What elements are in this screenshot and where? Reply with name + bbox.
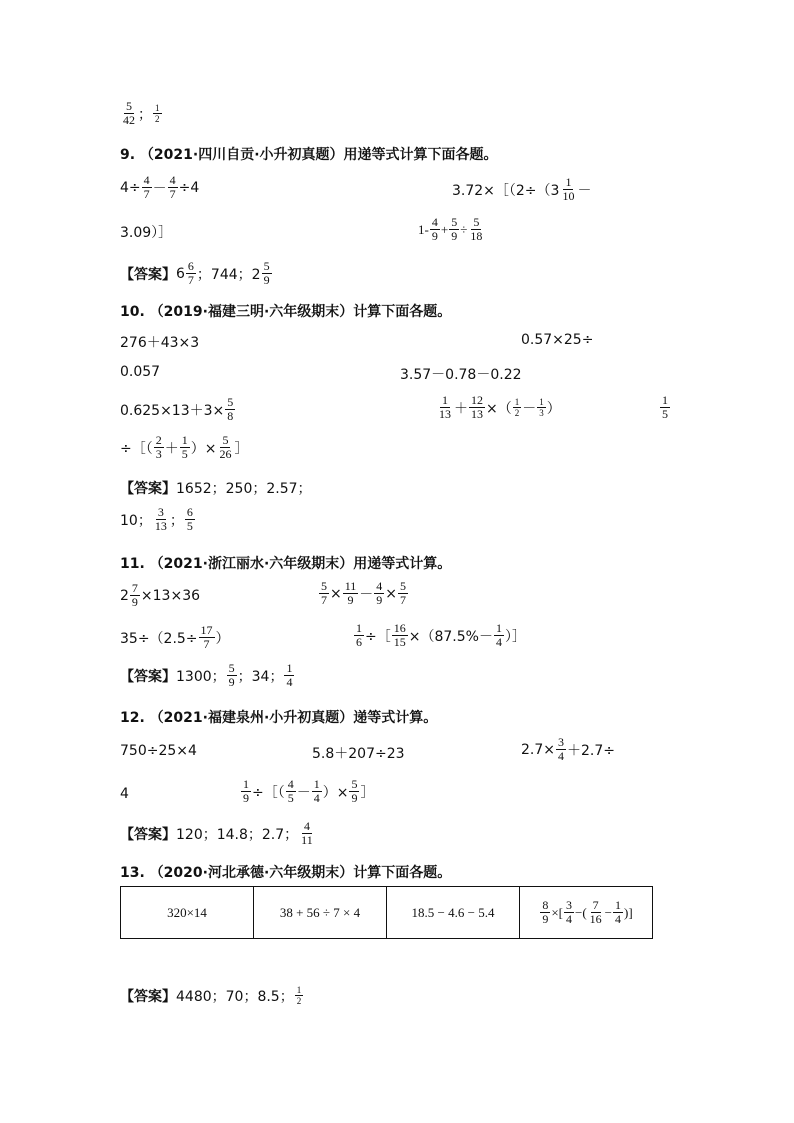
- prev-answer-line: [120, 100, 163, 127]
- q12-expression-2: 5.8＋207÷23: [312, 746, 405, 762]
- q10-expression-4: 0.625×13＋3× $\frac{5}{8}$: [120, 395, 234, 423]
- question-12-title: 12. （2021·福建泉州·小升初真题）递等式计算。: [120, 710, 438, 726]
- q13-answer: 【答案】 4480；70；8.5； $\frac{1}{2}$: [120, 985, 302, 1006]
- question-13-title: 13. （2020·河北承德·六年级期末）计算下面各题。: [120, 865, 452, 881]
- answer-label: 【答案】: [120, 266, 176, 283]
- q11-expression-1: 2 $\frac{7}{9}$ ×13×36: [120, 581, 201, 609]
- q10-expression-2-continued: 0.057: [120, 364, 161, 380]
- q13-cell-2: 38 + 56 ÷ 7 × 4: [254, 887, 387, 939]
- q13-cell-1: 320×14: [121, 887, 254, 939]
- q11-expression-2: $\frac{5}{7}$ × $\frac{11}{9}$ － $\frac{4}{9}$ × $\frac{5}{7}$: [321, 579, 407, 607]
- q11-expression-4: $\frac{1}{6}$ ÷［ $\frac{16}{15}$ ×（87.5%－ $\frac{1}{4}$ ）］: [356, 621, 526, 649]
- q12-expression-1: 750÷25×4: [120, 743, 197, 759]
- q12-expression-3: 2.7× $\frac{3}{4}$ ＋2.7÷: [521, 735, 615, 763]
- question-11-title: 11. （2021·浙江丽水·六年级期末）用递等式计算。: [120, 556, 452, 572]
- fraction: $\frac{1}{2}$: [155, 103, 160, 124]
- question-9-title: 9. （2021·四川自贡·小升初真题）用递等式计算下面各题。: [120, 147, 498, 163]
- q9-expression-2: 3.72×［（2÷（3 $\frac{1}{10}$ －: [452, 175, 592, 203]
- answer-label: 【答案】: [120, 988, 176, 1005]
- q13-cell-4: $\frac{8}{9}$ ×[ $\frac{3}{4}$ −( $\frac{7}{16}$ − $\frac{1}{4}$ )]: [520, 887, 653, 939]
- q13-cell-3: 18.5 − 4.6 − 5.4: [387, 887, 520, 939]
- q12-expression-3-continued: 4: [120, 786, 129, 802]
- q10-answer-continued: 10； $\frac{3}{13}$ ； $\frac{6}{5}$: [120, 505, 193, 533]
- q10-expression-3: 3.57－0.78－0.22: [400, 367, 522, 383]
- question-10-title: 10. （2019·福建三明·六年级期末）计算下面各题。: [120, 304, 452, 320]
- q12-expression-4: $\frac{1}{9}$ ÷［（ $\frac{4}{5}$ － $\frac{1}{4}$ ）× $\frac{5}{9}$ ］: [243, 777, 375, 805]
- q9-answer: 【答案】 6 $\frac{6}{7}$ ；744；2 $\frac{5}{9}$: [120, 259, 270, 287]
- q9-expression-1: 4÷ $\frac{4}{7}$ － $\frac{4}{7}$ ÷4: [120, 173, 200, 201]
- answer-label: 【答案】: [120, 481, 176, 497]
- answer-label: 【答案】: [120, 826, 176, 843]
- q10-expression-1: 276＋43×3: [120, 335, 200, 351]
- q9-expression-2-continued: 3.09）］: [120, 225, 173, 241]
- answer-label: 【答案】: [120, 668, 176, 685]
- q12-answer: 【答案】 120；14.8；2.7； $\frac{4}{11}$: [120, 819, 313, 847]
- q10-expression-2: 0.57×25÷: [521, 332, 594, 348]
- q10-expression-5: $\frac{1}{13}$ ＋ $\frac{12}{13}$ ×（ $\frac{1}{2}$ － $\frac{1}{3}$ ）: [439, 393, 561, 421]
- q10-expression-6-continued: ÷［（ $\frac{2}{3}$ ＋ $\frac{1}{5}$ ）× $\frac{5}{26}$ ］: [120, 433, 249, 461]
- separator: ；: [138, 106, 152, 123]
- q11-answer: 【答案】 1300； $\frac{5}{9}$ ；34； $\frac{1}{4}$: [120, 661, 293, 689]
- q10-expression-6: $\frac{1}{5}$: [662, 393, 668, 421]
- q10-answer: 【答案】 1652；250；2.57；: [120, 478, 312, 498]
- q13-expression-table: [120, 886, 653, 939]
- fraction: $\frac{5}{42}$: [123, 99, 135, 127]
- q9-expression-3: 1- $\frac{4}{9}$ + $\frac{5}{9}$ ÷ $\frac{5}{18}$: [418, 215, 483, 243]
- q11-expression-3: 35÷（2.5÷ $\frac{17}{7}$ ）: [120, 623, 230, 651]
